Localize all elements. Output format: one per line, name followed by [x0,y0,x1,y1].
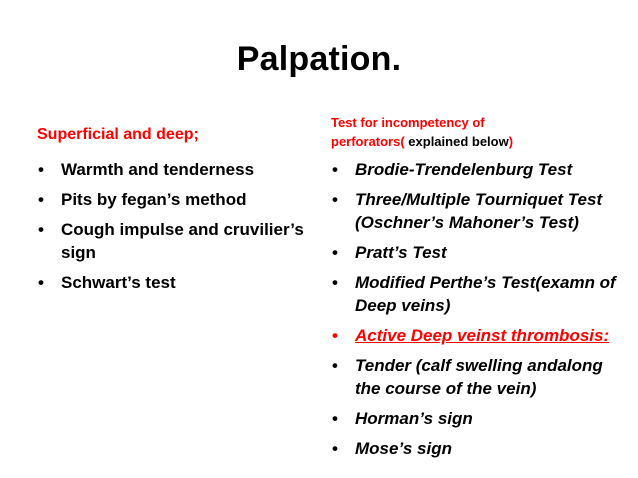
left-column-heading: Superficial and deep; [37,126,199,143]
bullet-icon: • [332,326,338,345]
bullet-icon: • [332,273,338,292]
bullet-icon: • [38,190,44,209]
list-item: • Horman’s sign [332,409,473,428]
list-item-highlight: • Active Deep veinst thrombosis: [332,326,610,345]
list-item: • Schwart’s test [38,273,176,292]
list-item: • Tender (calf swelling andalong the course of the vein) [332,356,603,398]
bullet-icon: • [38,220,44,239]
bullet-icon: • [332,356,338,375]
right-heading-close: ) [508,134,514,149]
list-item: • Brodie-Trendelenburg Test [332,160,573,179]
right-column-heading [331,113,513,151]
list-item: • Modified Perthe’s Test(examn of Deep veins) [332,273,616,315]
list-item: • Warmth and tenderness [38,160,255,179]
right-heading-line-2: perforators( [331,134,405,149]
right-heading-explained: explained below [404,134,509,149]
bullet-icon: • [332,160,338,179]
list-item: • Three/Multiple Tourniquet Test (Oschner’s Mahoner’s Test) [332,190,603,232]
bullet-icon: • [332,409,338,428]
bullet-icon: • [332,439,338,458]
right-heading-line-1: Test for incompetency of [331,115,485,130]
bullet-icon: • [332,190,338,209]
right-bullet-list [331,158,631,467]
slide-title: Palpation. [236,40,402,78]
list-item: • Pratt’s Test [332,243,447,262]
list-item: • Mose’s sign [332,439,452,458]
left-bullet-list [37,158,312,301]
bullet-icon: • [38,160,44,179]
list-item: • Pits by fegan’s method [38,190,247,209]
bullet-icon: • [38,273,44,292]
list-item: • Cough impulse and cruvilier’s sign [38,220,304,262]
bullet-icon: • [332,243,338,262]
